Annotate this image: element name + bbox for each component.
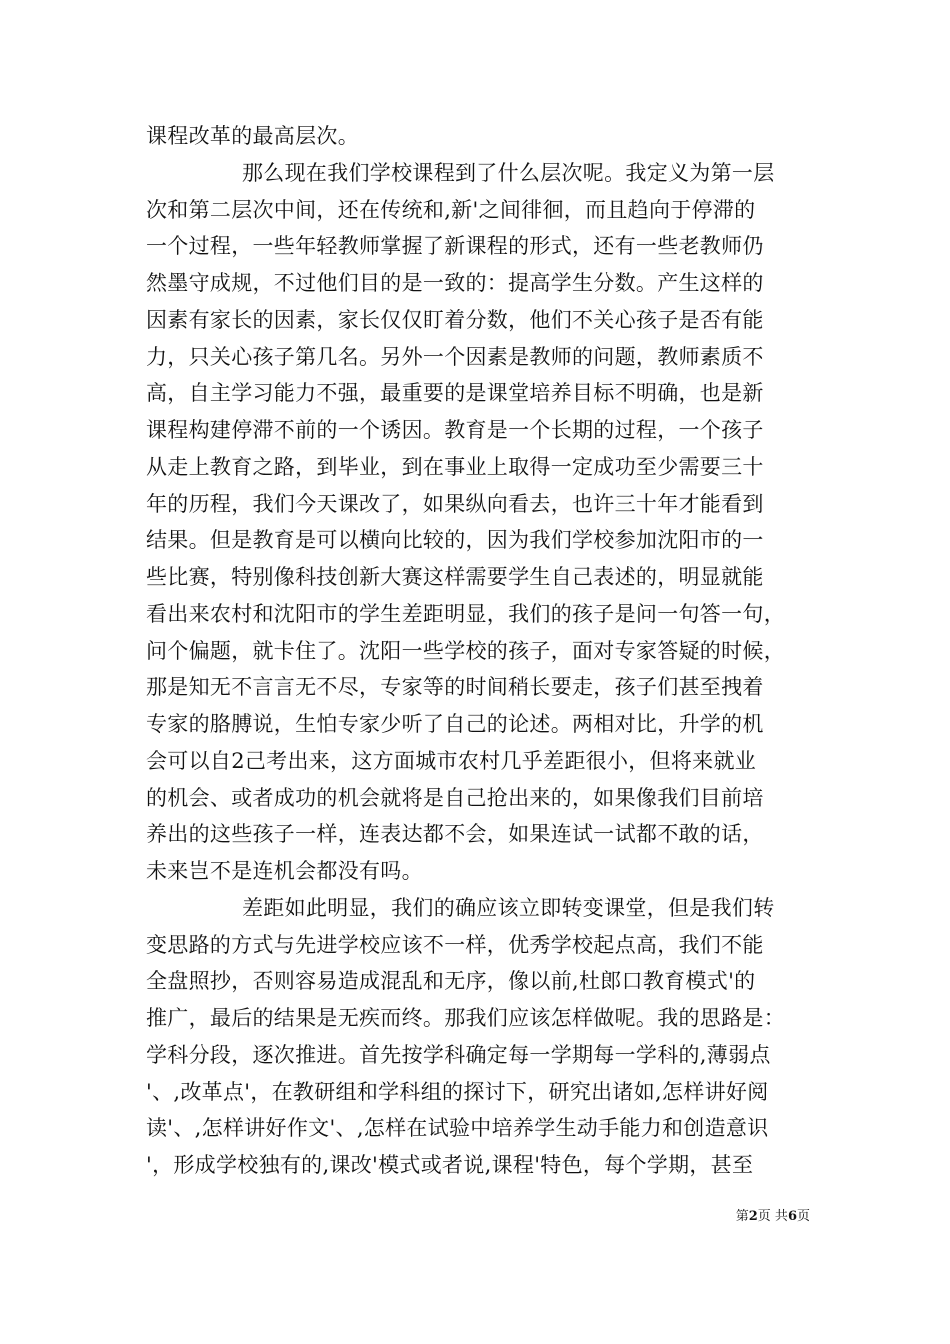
text-line: 未来岂不是连机会都没有吗。 xyxy=(146,859,423,883)
page-footer xyxy=(730,1205,810,1224)
text-line: 力，只关心孩子第几名。另外一个因素是教师的问题，教师素质不 xyxy=(146,344,764,369)
paragraph-start-line: 差距如此明显，我们的确应该立即转变课堂，但是我们转 xyxy=(242,895,775,920)
paragraph-start-line: 那么现在我们学校课程到了什么层次呢。我定义为第一层 xyxy=(242,160,775,185)
footer-prefix: 第 xyxy=(735,1209,749,1224)
text-line: 然墨守成规，不过他们目的是一致的：提高学生分数。产生这样的 xyxy=(146,271,764,295)
text-line: 因素有家长的因素，家长仅仅盯着分数，他们不关心孩子是否有能 xyxy=(146,307,764,332)
text-line: 全盘照抄，否则容易造成混乱和无序，像以前,杜郎口教育模式'的 xyxy=(146,969,756,994)
text-line: 看出来农村和沈阳市的学生差距明显，我们的孩子是问一句答一句， xyxy=(146,601,785,626)
text-line: 读'、,怎样讲好作文'、,怎样在试验中培养学生动手能力和创造意识 xyxy=(146,1116,769,1141)
text-line: 高，自主学习能力不强，最重要的是课堂培养目标不明确，也是新 xyxy=(146,381,764,406)
text-line: 一个过程，一些年轻教师掌握了新课程的形式，还有一些老教师仍 xyxy=(146,234,764,259)
page-number: 2 xyxy=(748,1209,758,1224)
text-line: '、,改革点'，在教研组和学科组的探讨下，研究出诸如,怎样讲好阅 xyxy=(146,1079,769,1104)
text-line: 课程改革的最高层次。 xyxy=(146,124,359,148)
text-line: 问个偏题，就卡住了。沈阳一些学校的孩子，面对专家答疑的时候， xyxy=(146,638,785,663)
text-line: 养出的这些孩子一样，连表达都不会，如果连试一试都不敢的话， xyxy=(146,822,764,847)
footer-suffix: 页 xyxy=(796,1209,810,1224)
text-line: '，形成学校独有的,课改'模式或者说,课程'特色，每个学期，甚至 xyxy=(146,1153,754,1177)
text-line: 推广，最后的结果是无疾而终。那我们应该怎样做呢。我的思路是： xyxy=(146,1006,785,1030)
text-line: 年的历程，我们今天课改了，如果纵向看去，也许三十年才能看到 xyxy=(146,491,764,516)
text-line: 从走上教育之路，到毕业，到在事业上取得一定成功至少需要三十 xyxy=(146,454,764,479)
text-line: 些比赛，特别像科技创新大赛这样需要学生自己表述的，明显就能 xyxy=(146,565,764,589)
footer-middle: 页 共 xyxy=(757,1209,788,1224)
text-line: 学科分段，逐次推进。首先按学科确定每一学期每一学科的,薄弱点 xyxy=(146,1042,771,1067)
text-line: 次和第二层次中间，还在传统和,新'之间徘徊，而且趋向于停滞的 xyxy=(146,197,756,222)
text-line: 会可以自2己考出来，这方面城市农村几乎差距很小，但将来就业 xyxy=(146,748,757,773)
text-line: 结果。但是教育是可以横向比较的，因为我们学校参加沈阳市的一 xyxy=(146,528,764,553)
total-pages: 6 xyxy=(787,1209,797,1224)
body-text xyxy=(146,118,806,1184)
text-line: 课程构建停滞不前的一个诱因。教育是一个长期的过程，一个孩子 xyxy=(146,418,764,442)
text-line: 那是知无不言言无不尽，专家等的时间稍长要走，孩子们甚至拽着 xyxy=(146,675,764,700)
text-line: 变思路的方式与先进学校应该不一样，优秀学校起点高，我们不能 xyxy=(146,932,764,957)
text-line: 的机会、或者成功的机会就将是自己抢出来的，如果像我们目前培 xyxy=(146,785,764,810)
text-line: 专家的胳膊说，生怕专家少听了自己的论述。两相对比，升学的机 xyxy=(146,712,764,736)
